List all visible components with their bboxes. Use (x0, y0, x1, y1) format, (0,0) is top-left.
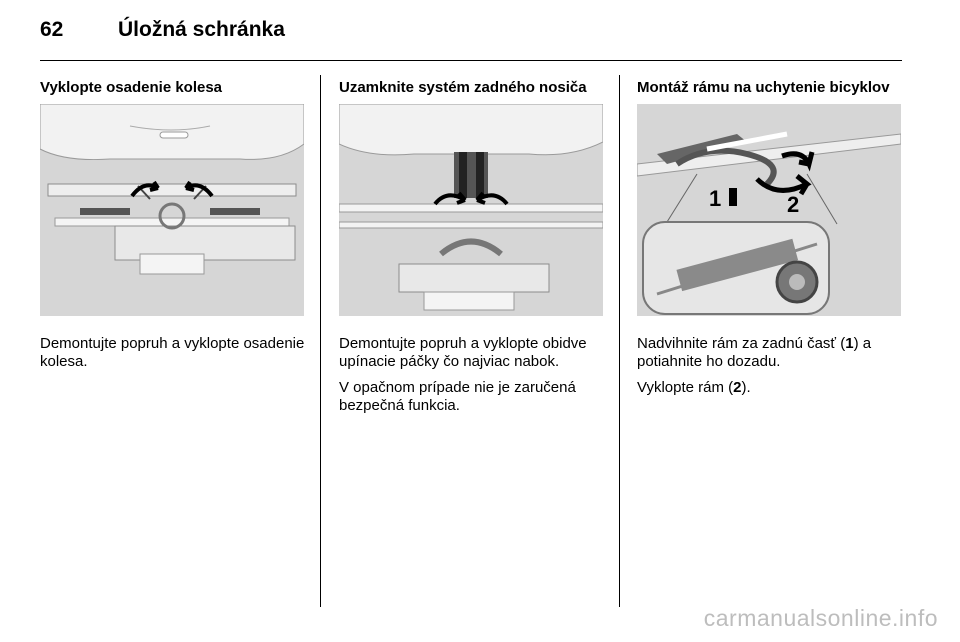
paragraph-text: Demontujte popruh a vyklopte obidve upínacie páčky čo najviac nabok. (339, 335, 587, 370)
paragraph-text: Demontujte popruh a vyklopte osadenie kolesa. (40, 335, 305, 370)
paragraph (40, 335, 305, 371)
header-rule (40, 60, 902, 61)
paragraph (637, 335, 902, 371)
paragraph-text: ). (741, 379, 751, 396)
paragraph-text: V opačnom prípade nie je zaručená bezpečná funkcia. (339, 379, 576, 414)
column-divider-1 (320, 75, 321, 607)
paragraph (637, 379, 902, 397)
column-lock-system (339, 78, 604, 423)
figure-lock-system (339, 104, 603, 316)
paragraph-text: ) a potiahnite ho dozadu. (637, 335, 872, 370)
column-wheel-holder (40, 78, 305, 379)
column-frame-mounting (637, 78, 902, 405)
section-body (40, 335, 305, 371)
figure-label-1: 1 (709, 186, 722, 211)
section-heading: Vyklopte osadenie kolesa (40, 79, 223, 96)
paragraph-text: Nadvihnite rám za zadnú časť ( (637, 335, 846, 352)
reference-number: 1 (845, 335, 854, 352)
page-title: Úložná schránka (118, 18, 285, 41)
figure-label-2: 2 (787, 192, 800, 217)
section-body (339, 335, 604, 415)
paragraph (339, 335, 604, 371)
figure-frame-mounting (637, 104, 901, 316)
paragraph-text: Vyklopte rám ( (637, 379, 734, 396)
reference-number: 2 (733, 379, 742, 396)
column-divider-2 (619, 75, 620, 607)
watermark: carmanualsonline.info (703, 605, 938, 631)
section-heading: Montáž rámu na uchytenie bicyklov (637, 79, 890, 96)
section-body (637, 335, 902, 397)
page-number: 62 (40, 18, 64, 41)
section-heading: Uzamknite systém zadného nosiča (339, 79, 587, 96)
paragraph (339, 379, 604, 415)
figure-wheel-holder (40, 104, 304, 316)
